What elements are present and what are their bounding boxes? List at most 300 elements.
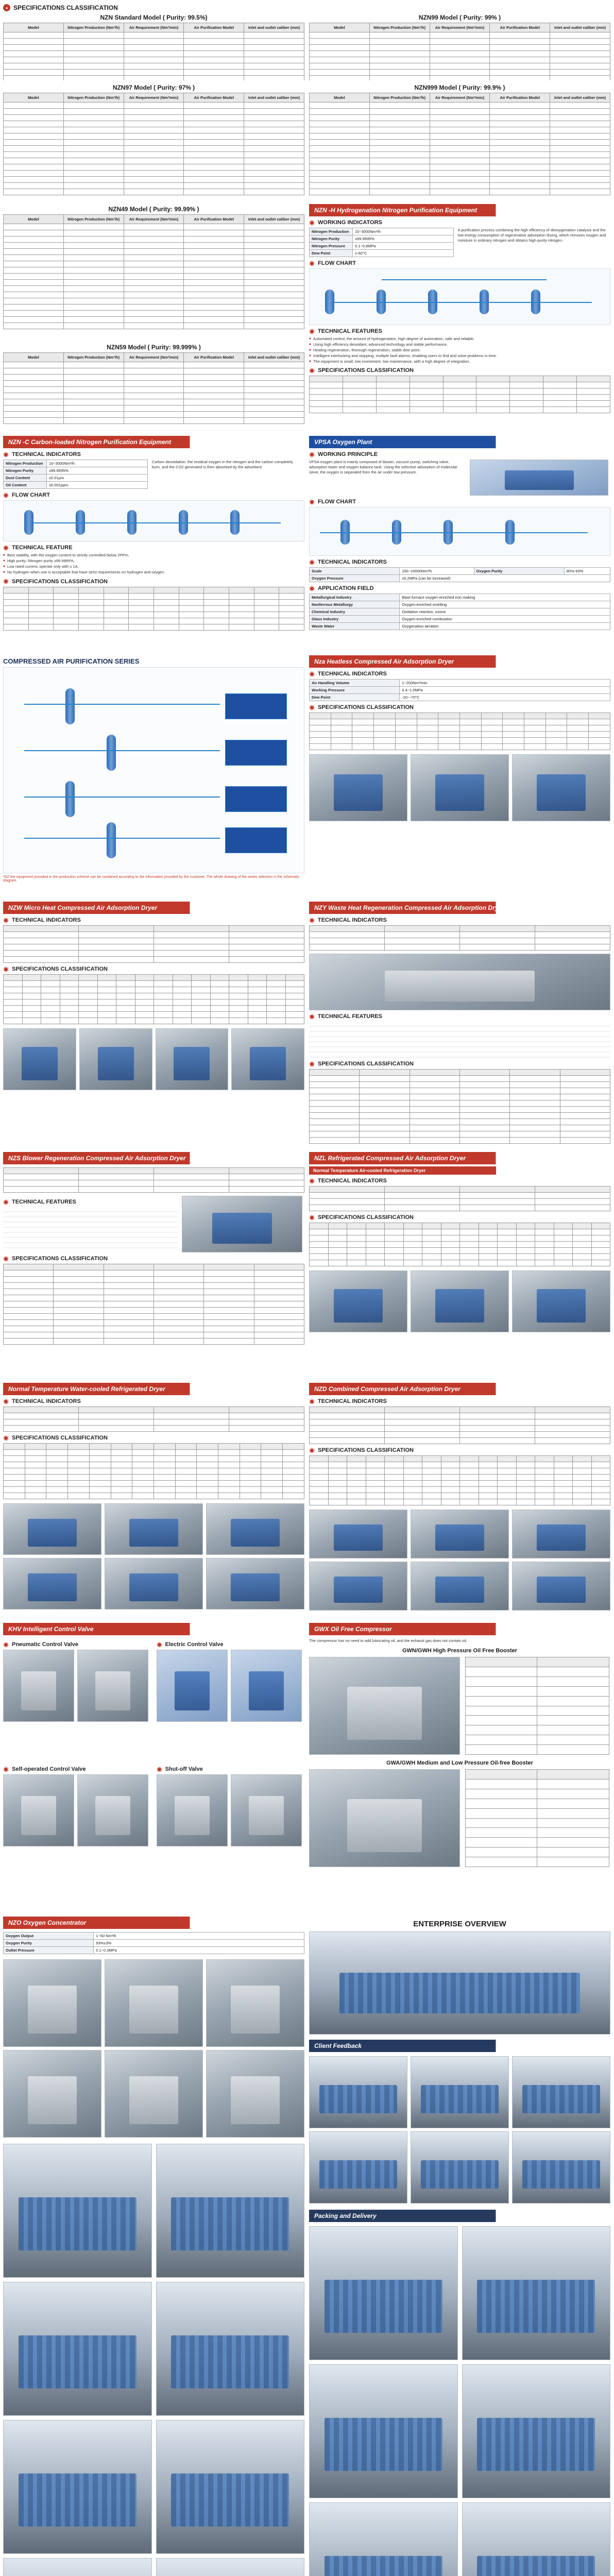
table-cell [374, 738, 396, 744]
table-cell [465, 1657, 537, 1667]
table-cell [210, 1012, 229, 1018]
nzs-indicator-table [3, 1167, 304, 1193]
table-cell [89, 1493, 111, 1499]
table-cell [352, 744, 374, 750]
table-cell [97, 975, 116, 981]
table-cell [124, 405, 184, 412]
table-cell [352, 725, 374, 732]
valve-photo [231, 1774, 302, 1846]
table-cell [347, 1462, 366, 1468]
water-cooled-spec-table [3, 1443, 304, 1499]
table-cell [4, 1413, 79, 1419]
table-cell [535, 1493, 554, 1499]
table-row [4, 938, 304, 944]
table-cell [331, 725, 352, 732]
table-cell [591, 1481, 610, 1487]
table-cell [63, 255, 124, 261]
table-cell [417, 713, 438, 719]
table-cell [79, 1174, 154, 1180]
table-cell [124, 368, 184, 375]
table-cell [63, 399, 124, 405]
table-row [4, 1468, 304, 1475]
table-cell [441, 1462, 460, 1468]
table-cell [498, 1223, 517, 1229]
table-row [310, 713, 610, 719]
table-cell [4, 224, 64, 230]
table-cell [261, 1450, 283, 1456]
table-row [4, 1264, 304, 1270]
table-cell [104, 593, 129, 599]
table-cell [591, 1229, 610, 1235]
table-cell [22, 975, 41, 981]
table-row [310, 1088, 610, 1094]
table-row [465, 1716, 609, 1725]
table-cell [535, 932, 610, 938]
table-cell [374, 719, 396, 725]
table-cell [310, 1487, 329, 1493]
table-cell [554, 1223, 573, 1229]
table-cell [63, 158, 124, 164]
table-row [4, 1338, 304, 1345]
table-cell [360, 1138, 410, 1144]
spec-heading [3, 3, 304, 12]
table-cell [310, 152, 370, 158]
table-cell [283, 1493, 304, 1499]
concentrator-photo [3, 1959, 101, 2047]
table-row [310, 1487, 610, 1493]
table-cell [369, 171, 430, 177]
table-cell [261, 1475, 283, 1481]
list-item: ■ Best stability, with the oxygen content to strictly controlled below 2PPm. [3, 553, 304, 558]
bullet-dot-icon [309, 1061, 315, 1067]
table-cell [104, 624, 129, 630]
table-cell [560, 1094, 610, 1100]
table-cell [310, 1432, 385, 1438]
table-cell [385, 1413, 460, 1419]
table-cell [490, 177, 550, 183]
table-cell [254, 1270, 304, 1277]
table-cell [132, 1456, 154, 1462]
table-cell [481, 719, 503, 725]
column-header: Air Purification Model [184, 215, 244, 224]
table-cell [184, 393, 244, 399]
table-cell [310, 719, 331, 725]
table-cell [490, 127, 550, 133]
table-cell [310, 1125, 360, 1131]
table-cell [244, 412, 304, 418]
table-cell [154, 981, 173, 987]
table-cell [63, 393, 124, 399]
table-cell [403, 1468, 422, 1475]
table-cell [4, 1283, 54, 1289]
kv-key: Scale [310, 568, 400, 575]
table-row [4, 593, 304, 599]
table-cell [465, 1667, 537, 1677]
table-cell [441, 1456, 460, 1462]
table-row [4, 63, 304, 70]
table-cell [60, 1012, 79, 1018]
table-cell [441, 1468, 460, 1475]
table-row [4, 267, 304, 274]
column-header: Model [4, 353, 64, 362]
table-cell [481, 713, 503, 719]
table-cell [28, 599, 54, 605]
table-cell [343, 401, 376, 407]
table-row [4, 387, 304, 393]
table-cell [154, 932, 229, 938]
table-cell [254, 1295, 304, 1301]
table-cell [395, 732, 417, 738]
water-cooled-spec-head [3, 1435, 304, 1441]
table-cell [550, 158, 610, 164]
table-cell [385, 1419, 460, 1426]
table-cell [267, 975, 286, 981]
nzl-tech-head [309, 1178, 610, 1184]
nzd-indicator-table [309, 1406, 610, 1444]
table-cell [254, 1314, 304, 1320]
table-row [310, 1119, 610, 1125]
table-cell [510, 1070, 560, 1076]
table-cell [516, 1475, 535, 1481]
table-cell [4, 304, 64, 311]
table-cell [352, 732, 374, 738]
table-cell [4, 418, 64, 424]
factory-photo [309, 1931, 610, 2035]
table-cell [328, 1487, 347, 1493]
table-row [310, 1223, 610, 1229]
table-cell [560, 1138, 610, 1144]
table-cell [376, 376, 410, 382]
table-row [4, 109, 304, 115]
table-cell [68, 1493, 90, 1499]
nzw-tech-head [3, 917, 304, 923]
table-row [310, 1407, 610, 1413]
table-cell [4, 587, 29, 593]
table-cell [244, 103, 304, 109]
table-row [310, 1131, 610, 1138]
table-row [310, 133, 610, 140]
table-cell [403, 1235, 422, 1242]
table-cell [366, 1223, 385, 1229]
table-cell [516, 1254, 535, 1260]
table-cell [310, 1223, 329, 1229]
table-cell [459, 1138, 509, 1144]
kv-value: 1~200Nm³/min [400, 680, 610, 687]
product-photo [512, 1270, 610, 1332]
pipe-line [24, 704, 220, 705]
grade-box [225, 740, 287, 766]
table-cell [184, 51, 244, 57]
table-row [310, 1138, 610, 1144]
nzs-features-label: TECHNICAL FEATURES [12, 1199, 76, 1205]
table-cell [385, 1223, 404, 1229]
table-cell [154, 1187, 229, 1193]
table-cell [537, 1828, 609, 1838]
table-cell [132, 1481, 154, 1487]
table-cell [22, 993, 41, 999]
nzw-tech-label: TECHNICAL INDICATORS [12, 917, 81, 923]
nzl-subbanner: Normal Temperature Air-cooled Refrigeration Dryer [309, 1166, 496, 1175]
table-cell [4, 1493, 25, 1499]
bullet-dot-icon [309, 1215, 315, 1221]
shutoff-head [157, 1766, 305, 1772]
nzl-spec-head [309, 1214, 610, 1221]
bullet-dot-icon [309, 671, 315, 677]
table-cell [254, 1332, 304, 1338]
table-row [4, 1419, 304, 1426]
table-cell [422, 1229, 441, 1235]
table-row [310, 1082, 610, 1088]
column-header: Model [310, 93, 370, 103]
table-cell [4, 405, 64, 412]
table-row [310, 76, 610, 81]
table-cell [244, 381, 304, 387]
table-cell [210, 1018, 229, 1024]
table-cell [310, 395, 343, 401]
table-cell [503, 719, 524, 725]
table-cell [360, 1070, 410, 1076]
table-cell [111, 1456, 132, 1462]
concentrator-photo [105, 1959, 203, 2047]
table-cell [78, 587, 104, 593]
table-cell [4, 57, 64, 63]
table-cell [535, 1413, 610, 1419]
table-cell [403, 1462, 422, 1468]
installation-photo [156, 2420, 305, 2554]
table-cell [490, 63, 550, 70]
table-cell [244, 387, 304, 393]
table-row [4, 45, 304, 51]
table-cell [41, 975, 60, 981]
table-row [310, 932, 610, 938]
table-cell [310, 1107, 360, 1113]
table-cell [4, 243, 64, 249]
table-cell [310, 944, 385, 951]
table-cell [459, 725, 481, 732]
table-cell [192, 975, 211, 981]
table-cell [4, 1174, 79, 1180]
table-cell [184, 298, 244, 304]
table-cell [524, 744, 546, 750]
table-cell [591, 1468, 610, 1475]
table-cell [68, 1487, 90, 1493]
table-cell [173, 981, 192, 987]
table-cell [116, 999, 135, 1006]
table-cell [244, 298, 304, 304]
table-cell [204, 1289, 254, 1295]
table-cell [124, 323, 184, 329]
table-cell [4, 938, 79, 944]
table-cell [63, 152, 124, 158]
table-cell [28, 593, 54, 599]
table-cell [403, 1481, 422, 1487]
table-cell [385, 1481, 404, 1487]
table-cell [104, 1338, 154, 1345]
table-cell [310, 177, 370, 183]
column-header: Air Purification Model [490, 93, 550, 103]
table-cell [374, 744, 396, 750]
table-cell [4, 51, 64, 57]
table-row [4, 932, 304, 938]
table-row [4, 993, 304, 999]
table-cell [248, 1018, 267, 1024]
table-cell [79, 938, 154, 944]
table-row [4, 1180, 304, 1187]
table-cell [537, 1799, 609, 1808]
table-cell [116, 1006, 135, 1012]
table-cell [460, 1475, 479, 1481]
table-cell [573, 1475, 592, 1481]
table-cell [395, 738, 417, 744]
table-row [465, 1848, 609, 1857]
table-cell [369, 115, 430, 121]
table-cell [179, 587, 204, 593]
table-cell [261, 1481, 283, 1487]
table-cell [184, 140, 244, 146]
table-cell [124, 249, 184, 255]
table-cell [244, 393, 304, 399]
table-cell [430, 57, 490, 63]
table-cell [22, 981, 41, 987]
table-cell [104, 1289, 154, 1295]
table-cell [410, 401, 443, 407]
table-cell [479, 1229, 498, 1235]
enterprise-title: ENTERPRISE OVERVIEW [413, 1920, 506, 1928]
table-cell [124, 57, 184, 63]
table-cell [63, 405, 124, 412]
table-cell [97, 1012, 116, 1018]
column-header: Inlet and outlet caliber (mm) [244, 353, 304, 362]
table-cell [79, 926, 154, 932]
table-cell [554, 1475, 573, 1481]
table-cell [79, 1012, 98, 1018]
table-cell [4, 236, 64, 243]
table-header-row [4, 353, 304, 362]
table-cell [360, 1113, 410, 1119]
column-header: Air Requirement (Nm³/min) [430, 93, 490, 103]
table-cell [229, 599, 254, 605]
table-cell [441, 1248, 460, 1254]
table-cell [89, 1462, 111, 1468]
table-cell [328, 1462, 347, 1468]
table-cell [229, 1012, 248, 1018]
table-cell [124, 63, 184, 70]
table-cell [537, 1789, 609, 1799]
table-cell [4, 286, 64, 292]
khv-banner: KHV Intelligent Control Valve [3, 1623, 304, 1635]
nzl-section [309, 1152, 610, 1379]
table-cell [124, 399, 184, 405]
table-cell [443, 388, 476, 395]
table-cell [63, 103, 124, 109]
table-cell [310, 51, 370, 57]
table-cell [124, 171, 184, 177]
table-cell [4, 1301, 54, 1308]
table-cell [385, 932, 460, 938]
table-cell [438, 713, 460, 719]
packing-photo [462, 2226, 611, 2360]
bullet-dot-icon [309, 329, 315, 334]
table-cell [410, 1082, 459, 1088]
table-cell [210, 993, 229, 999]
kv-value: 0.1~0.8MPa [352, 243, 453, 250]
table-row [310, 1475, 610, 1481]
table-cell [111, 1444, 132, 1450]
table-row [4, 32, 304, 39]
table-cell [173, 1018, 192, 1024]
table-cell [537, 1725, 609, 1735]
table-cell [410, 1076, 459, 1082]
table-cell [385, 1205, 460, 1211]
product-photo [206, 1503, 304, 1555]
table-cell [104, 587, 129, 593]
table-cell [554, 1260, 573, 1266]
table-cell [460, 932, 535, 938]
table-cell [369, 133, 430, 140]
table-cell [537, 1667, 609, 1677]
table-cell [244, 57, 304, 63]
table-cell [385, 1499, 404, 1505]
table-cell [244, 304, 304, 311]
table-cell [441, 1260, 460, 1266]
gwx-booster-title: GWN/GWH High Pressure Oil Free Booster [402, 1648, 518, 1654]
table-cell [197, 1456, 218, 1462]
table-cell [459, 1094, 509, 1100]
table-cell [184, 286, 244, 292]
table-cell [184, 375, 244, 381]
nzo-banner: NZO Oxygen Concentrator [3, 1917, 304, 1929]
table-cell [460, 1419, 535, 1426]
table-cell [310, 171, 370, 177]
table-cell [129, 612, 154, 618]
table-cell [577, 382, 610, 388]
nzc-feature-label: TECHNICAL FEATURE [12, 545, 73, 551]
table-cell [184, 63, 244, 70]
table-cell [545, 738, 567, 744]
nzc-tech-label: TECHNICAL INDICATORS [12, 451, 81, 457]
table-cell [184, 304, 244, 311]
table-row [310, 1468, 610, 1475]
water-cooled-tech-label: TECHNICAL INDICATORS [12, 1398, 81, 1404]
gwx-section [309, 1623, 610, 1911]
table-cell [567, 732, 589, 738]
valve-photo [3, 1774, 74, 1846]
table-cell [60, 987, 79, 993]
nzs-spec-head [3, 1256, 304, 1262]
table-cell [366, 1462, 385, 1468]
table-cell [244, 243, 304, 249]
table-cell [460, 1456, 479, 1462]
table-cell [254, 599, 279, 605]
client-feedback-banner: Client Feedback [309, 2040, 610, 2052]
table-cell [573, 1260, 592, 1266]
nzy-features-label: TECHNICAL FEATURES [318, 1013, 382, 1020]
table-cell [244, 317, 304, 323]
table-row [4, 164, 304, 171]
table-cell [254, 1338, 304, 1345]
product-photo [512, 754, 610, 821]
table-row [4, 121, 304, 127]
table-cell [510, 376, 543, 382]
table-cell [567, 738, 589, 744]
table-cell [104, 1264, 154, 1270]
table-cell [366, 1493, 385, 1499]
table-cell [328, 1235, 347, 1242]
table-cell [124, 412, 184, 418]
table-cell [4, 393, 64, 399]
table-cell [310, 1088, 360, 1094]
table-cell [184, 133, 244, 140]
